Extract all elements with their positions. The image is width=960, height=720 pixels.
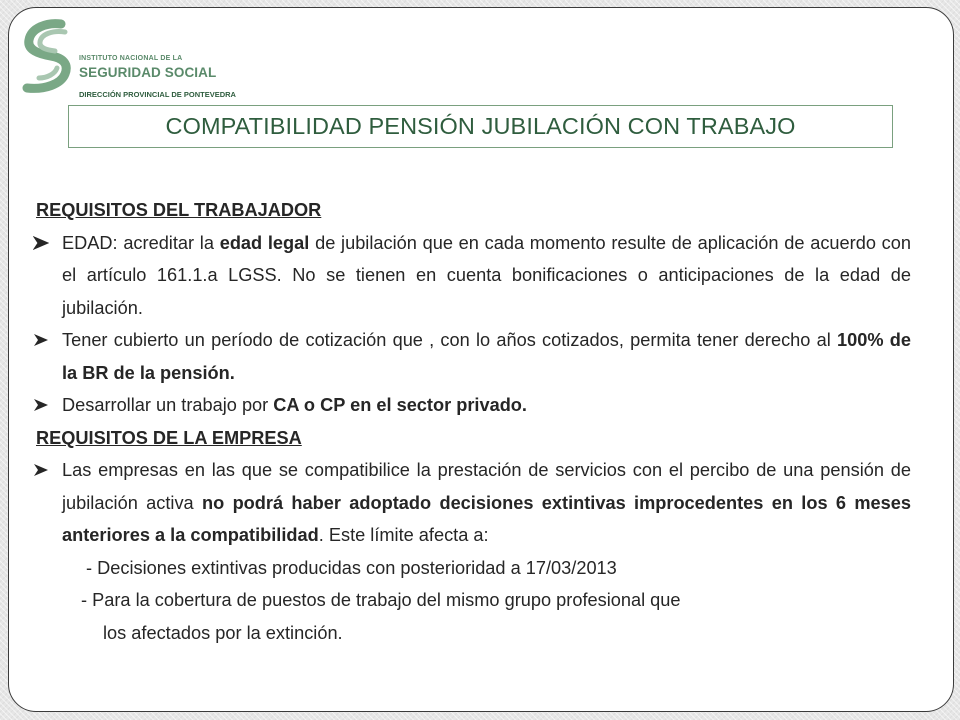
worker-requirements-heading: REQUISITOS DEL TRABAJADOR	[36, 200, 322, 220]
worker-job-text-bold: CA o CP en el sector privado.	[273, 395, 527, 415]
arrow-bullet-icon	[33, 398, 49, 412]
company-sub-item-positions-line1: - Para la cobertura de puestos de trabajo del mismo grupo profesional que	[81, 590, 681, 610]
company-text-post: . Este límite afecta a:	[318, 525, 489, 545]
slide-content	[31, 194, 911, 649]
logo-direction-text: DIRECCIÓN PROVINCIAL DE PONTEVEDRA	[79, 90, 236, 99]
worker-contribution-text-pre: Tener cubierto un período de cotización que , con lo años cotizados, permita tener derecho al	[62, 330, 838, 350]
worker-age-text-post: de jubilación que en cada momento resulte de aplicación de acuerdo con el artículo 161.1.a LGSS. No se tienen en cuenta bonificaciones o anticipaciones de la edad de jubilación.	[62, 232, 911, 318]
company-text-pre: Las empresas en las que se compatibilice la prestación de servicios con el percibo de una pensión de jubilación activa	[62, 460, 911, 513]
arrow-bullet-icon	[33, 236, 49, 250]
company-requirements-heading: REQUISITOS DE LA EMPRESA	[36, 427, 302, 448]
institution-logo	[17, 18, 277, 98]
seguridad-social-logo-icon	[17, 18, 77, 96]
worker-job-text-pre: Desarrollar un trabajo por	[62, 395, 274, 415]
arrow-bullet-icon	[33, 333, 49, 347]
worker-age-text-pre: EDAD: acreditar la	[62, 232, 220, 253]
worker-bullet-contribution	[31, 324, 911, 389]
worker-bullet-age	[31, 227, 911, 325]
worker-bullet-job	[31, 389, 911, 422]
worker-contribution-text-bold: 100% de la BR de la pensión.	[62, 330, 911, 383]
arrow-bullet-icon	[33, 463, 49, 477]
logo-institute-text: INSTITUTO NACIONAL DE LA	[79, 55, 183, 62]
company-sub-item-positions-line2: los afectados por la extinción.	[103, 622, 343, 643]
company-text-bold: no podrá haber adoptado decisiones extintivas improcedentes en los 6 meses anteriores a la compatibilidad	[62, 492, 911, 545]
company-sub-item-date: - Decisiones extintivas producidas con posterioridad a 17/03/2013	[86, 557, 617, 578]
worker-age-text-bold: edad legal	[219, 232, 310, 253]
slide-panel	[8, 7, 954, 712]
page-title: COMPATIBILIDAD PENSIÓN JUBILACIÓN CON TRABAJO	[165, 113, 796, 139]
logo-name-text: SEGURIDAD SOCIAL	[79, 65, 217, 80]
company-sub-item-positions	[31, 584, 911, 649]
title-box	[68, 105, 893, 148]
company-bullet-dismissals	[31, 454, 911, 552]
